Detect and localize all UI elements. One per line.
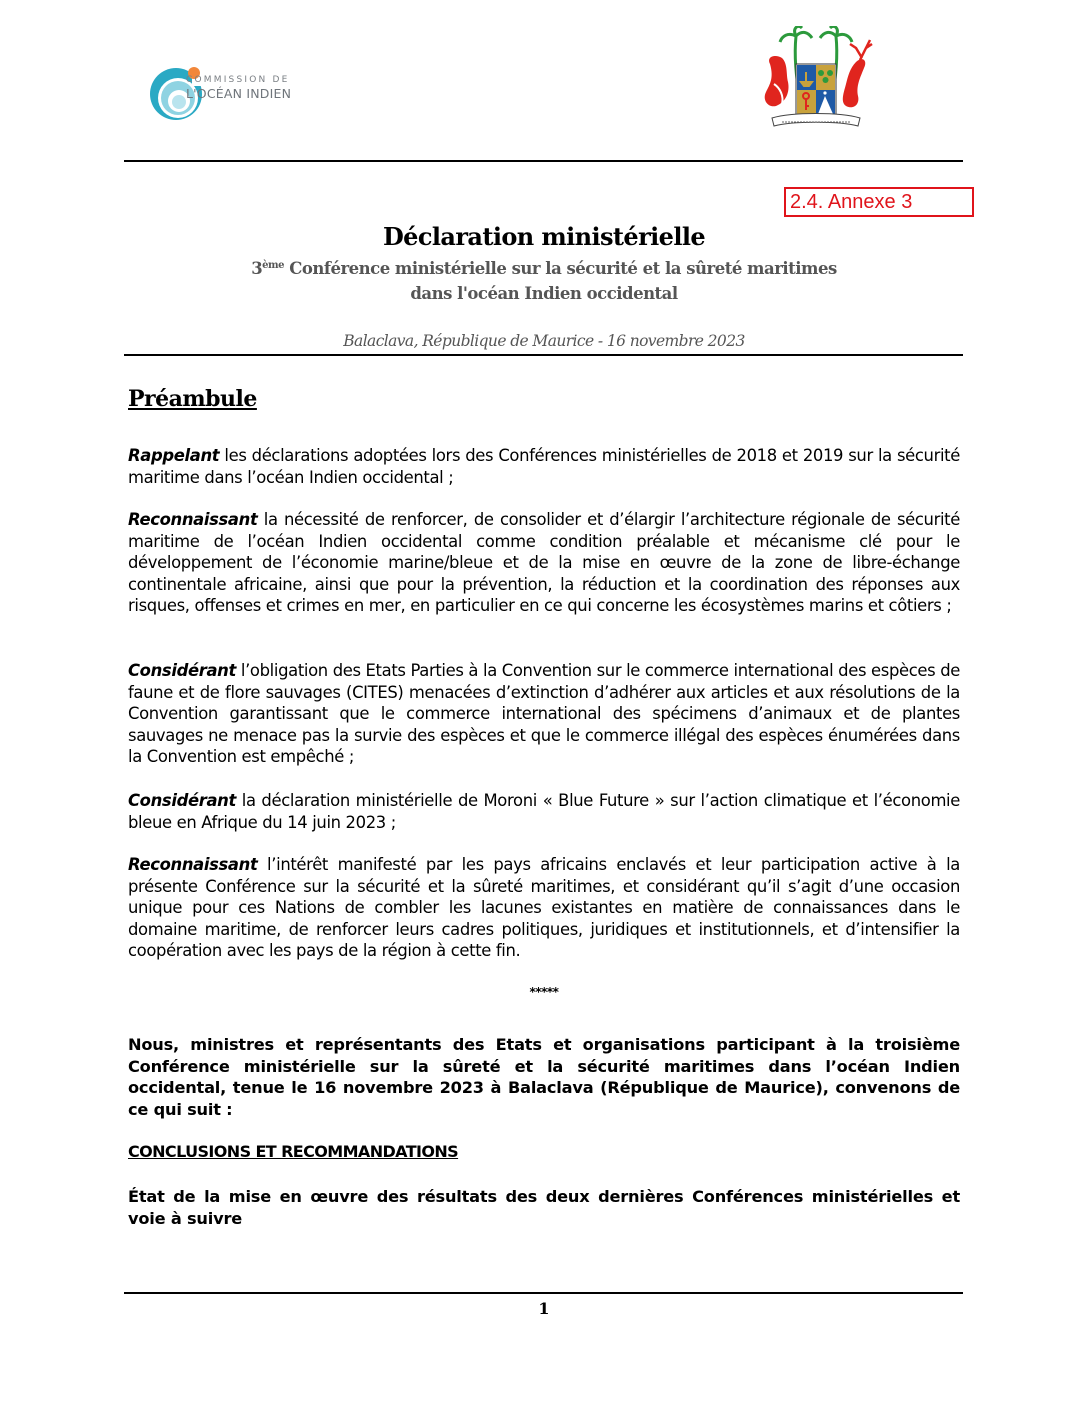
paragraph-text: les déclarations adoptées lors des Conférences ministérielles de 2018 et 2019 sur la sécurité maritime dans l’océan Indien occidental ; [128, 446, 960, 487]
preamble-paragraph [128, 854, 960, 962]
coi-logo-line2: L'OCÉAN INDIEN [186, 86, 292, 101]
paragraph-lead-word: Reconnaissant [128, 855, 258, 874]
footer-divider [124, 1292, 963, 1294]
preamble-paragraph [128, 509, 960, 617]
paragraph-text: l’intérêt manifesté par les pays africains enclavés et leur participation active à la présente Conférence sur la sécurité et la sûreté maritimes, et considérant qu’il s’agit d’une occasion unique pour ces Nations de combler les lacunes existantes en matière de connaissances dans le domaine maritime, de renforcer leurs cadres politiques, juridiques et institutionnels, et d’intensifier la coopération avec les pays de la région à cette fin. [128, 855, 960, 961]
paragraph-text: l’obligation des Etats Parties à la Convention sur le commerce international des espèces de faune et de flore sauvages (CITES) menacées d’extinction d’adhérer aux articles et aux résolutions de la Convention garantissant que le commerce international des spécimens d’animaux et de plantes sauvages ne menace pas la survie des espèces et que le commerce illégal des espèces énumérées dans la Convention est empêché ; [128, 661, 960, 767]
paragraph-text: la nécessité de renforcer, de consolider et d’élargir l’architecture régionale de sécurité maritime de l’océan Indien occidental comme condition préalable et mécanisme clé pour le développement de l’économie marine/bleue et de la mise en œuvre de la zone de libre-échange continentale africaine, ainsi que pour la prévention, la réduction et la coordination des réponses aux risques, offenses et crimes en mer, en particulier en ce qui concerne les écosystèmes marins et côtiers ; [128, 510, 960, 616]
coat-of-arms-icon [752, 26, 880, 134]
conclusions-heading: CONCLUSIONS ET RECOMMANDATIONS [128, 1142, 459, 1161]
preamble-paragraph [128, 445, 960, 488]
page-number: 1 [538, 1299, 550, 1318]
section-heading: État de la mise en œuvre des résultats des deux dernières Conférences ministérielles et voie à suivre [128, 1187, 960, 1228]
place-and-date: Balaclava, République de Maurice - 16 novembre 2023 [343, 332, 745, 350]
document-subtitle-line1 [0, 259, 1088, 278]
mauritius-coat-of-arms [752, 26, 880, 134]
subtitle-superscript: ème [262, 260, 284, 271]
paragraph-text: la déclaration ministérielle de Moroni « Blue Future » sur l’action climatique et l’économie bleue en Afrique du 14 juin 2023 ; [128, 791, 960, 832]
preamble-paragraph [128, 660, 960, 768]
paragraph-lead-word: Reconnaissant [128, 510, 258, 529]
coi-logo-text [186, 76, 291, 101]
subtitle-line1-text: Conférence ministérielle sur la sécurité et la sûreté maritimes [283, 259, 837, 278]
preamble-paragraph [128, 790, 960, 833]
commission-ocean-indien-logo [148, 60, 348, 124]
document-title: Déclaration ministérielle [382, 222, 706, 251]
paragraph-lead-word: Rappelant [128, 446, 220, 465]
annex-label: 2.4. Annexe 3 [790, 191, 913, 213]
paragraph-lead-word: Considérant [128, 791, 236, 810]
coi-logo-line1: COMMISSION DE [186, 75, 290, 85]
header-divider [124, 160, 963, 162]
operative-statement: Nous, ministres et représentants des Etats et organisations participant à la troisième Conférence ministérielle sur la sûreté et la sécurité maritimes dans l’océan Indien occidental, tenue le 16 novembre 2023 à Balaclava (République de Maurice), convenons de ce qui suit : [128, 1035, 960, 1119]
document-subtitle-line2: dans l'océan Indien occidental [410, 284, 678, 303]
subtitle-ordinal: 3 [251, 259, 263, 278]
paragraph-lead-word: Considérant [128, 661, 236, 680]
annex-label-box [784, 187, 974, 217]
section-separator: ***** [529, 985, 559, 999]
preamble-heading: Préambule [128, 386, 257, 412]
title-divider [124, 354, 963, 356]
